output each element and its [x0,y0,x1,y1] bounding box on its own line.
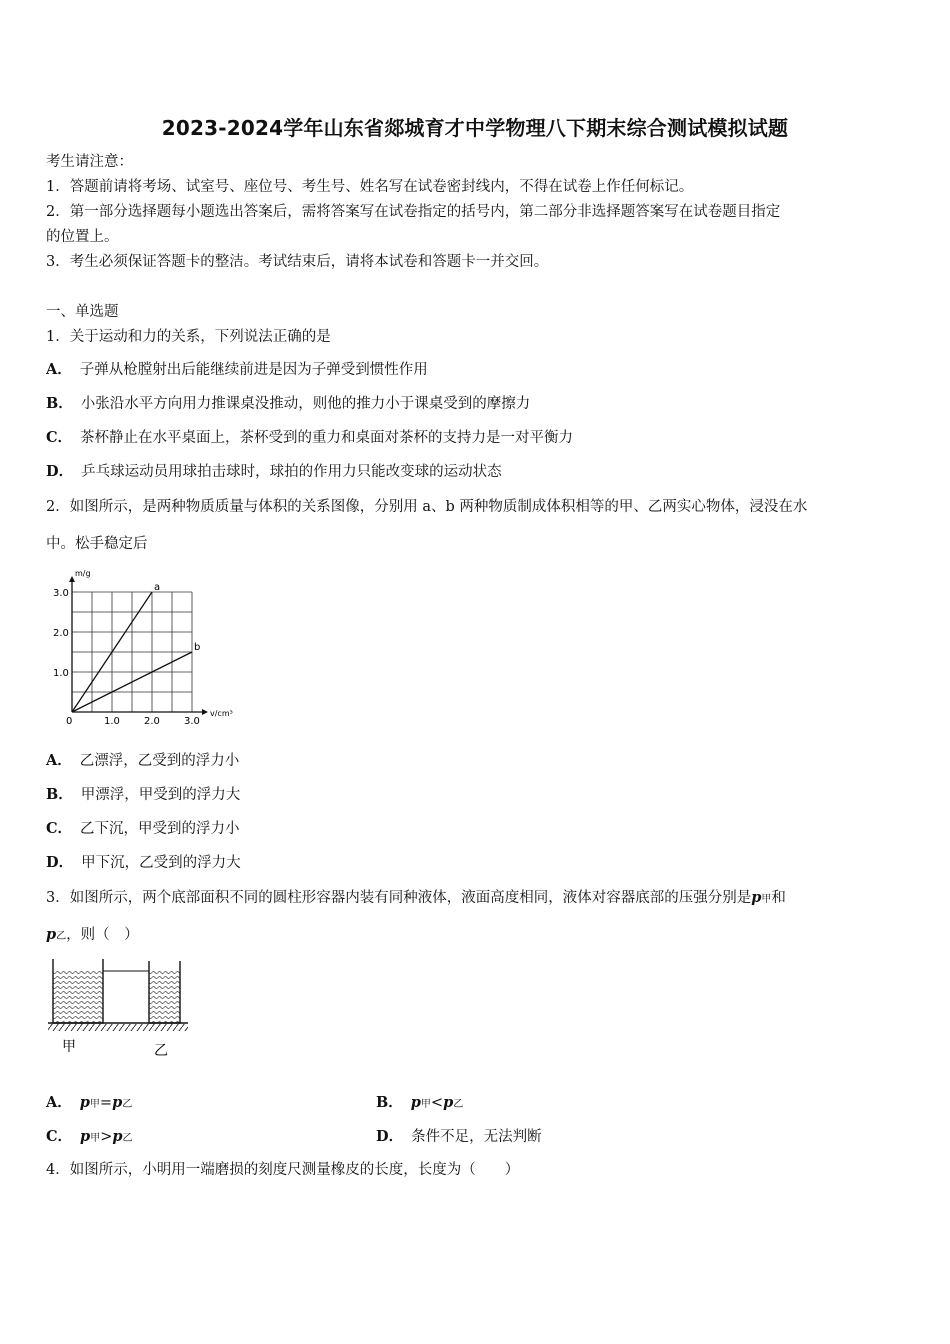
q1-option-c [46,428,573,448]
q2-stem-line1: 2．如图所示，是两种物质质量与体积的关系图像，分别用 a、b 两种物质制成体积相等的甲、乙两实心物体，浸没在水 [46,499,808,515]
q3-then: ，则（ ） [66,927,139,943]
q1-option-b-text: 小张沿水平方向用力推课桌没推动，则他的推力小于课桌受到的摩擦力 [80,396,531,412]
x-axis-arrow [202,709,208,715]
y-tick-label-2: 3.0 [53,588,69,599]
x-tick-label-0: 0 [66,716,73,727]
q3-a-sub1: 甲 [89,1099,100,1110]
notice-item-2-cont: 的位置上。 [46,229,119,245]
q3-stem-line1 [46,888,786,910]
x-axis-label: v/cm³ [210,709,233,718]
q1-option-d [46,462,502,482]
q3-option-b-label: B． [376,1094,403,1111]
q1-option-d-label: D． [46,463,74,480]
series-label-b: b [194,642,201,653]
page-title: 2023-2024学年山东省郯城育才中学物理八下期末综合测试模拟试题 [161,116,789,140]
q3-and: 和 [771,890,786,906]
q1-option-a-text: 子弹从枪膛射出后能继续前进是因为子弹受到惯性作用 [79,362,428,378]
q1-option-c-label: C． [46,429,73,446]
q2-option-a [46,751,239,771]
q3-c-p1: p [80,1128,91,1145]
q3-option-c [46,1127,132,1149]
q3-option-d-label: D． [376,1128,404,1145]
q2-option-b [46,785,240,805]
q3-b-sub2: 乙 [453,1099,464,1110]
q2-stem-line2: 中。松手稳定后 [46,536,148,552]
y-tick-label-0: 1.0 [53,668,69,679]
q3-option-d-text: 条件不足，无法判断 [411,1129,542,1145]
x-tick-label-1: 1.0 [104,716,120,727]
series-label-a: a [154,582,161,593]
x-tick-label-3: 3.0 [184,716,200,727]
q3-b-rel: < [430,1095,444,1111]
q2-option-b-label: B． [46,786,73,803]
q1-option-a [46,360,428,380]
y-tick-label-1: 2.0 [53,628,69,639]
q2-option-d [46,853,241,873]
q3-option-c-label: C． [46,1128,73,1145]
container-jia-liquid [53,971,103,1023]
q4-stem: 4．如图所示，小明用一端磨损的刻度尺测量橡皮的长度，长度为（ ） [46,1162,520,1178]
containers-figure [44,955,194,1065]
q3-c-sub2: 乙 [122,1133,133,1144]
q3-sub-jia: 甲 [761,894,772,905]
q2-option-d-label: D． [46,854,74,871]
q3-a-rel: = [99,1095,113,1111]
figure-label-yi: 乙 [154,1043,168,1059]
q1-option-b-label: B． [46,395,73,412]
q3-b-p1: p [410,1094,421,1111]
q3-b-sub1: 甲 [420,1099,431,1110]
q1-option-a-label: A． [46,361,72,378]
q3-c-p2: p [112,1128,123,1145]
notice-item-1: 1．答题前请将考场、试室号、座位号、考生号、姓名写在试卷密封线内，不得在试卷上作任何标记。 [46,179,694,195]
q1-option-d-text: 乒乓球运动员用球拍击球时，球拍的作用力只能改变球的运动状态 [81,464,502,480]
chart-axes [69,576,208,715]
q1-option-c-text: 茶杯静止在水平桌面上，茶杯受到的重力和桌面对茶杯的支持力是一对平衡力 [80,430,574,446]
figure-label-jia: 甲 [62,1039,76,1055]
chart-series [72,582,200,712]
notice-item-2: 2．第一部分选择题每小题选出答案后，需将答案写在试卷指定的括号内，第二部分非选择题答案写在试卷题目指定 [46,204,781,220]
q3-stem-line2 [46,925,139,947]
q3-sub-yi: 乙 [56,931,67,942]
q3-option-d [376,1127,542,1147]
q3-option-a-label: A． [46,1094,72,1111]
notice-item-3: 3．考生必须保证答题卡的整洁。考试结束后，请将本试卷和答题卡一并交回。 [46,254,549,270]
ground-hatch [48,1024,188,1031]
notice-heading: 考生请注意： [46,154,133,170]
q3-option-b [376,1093,463,1115]
q3-a-sub2: 乙 [122,1099,133,1110]
q3-option-a [46,1093,132,1115]
q3-c-rel: > [100,1129,113,1145]
x-tick-label-2: 2.0 [144,716,160,727]
q3-c-sub1: 甲 [90,1133,101,1144]
q2-option-c-label: C． [46,820,73,837]
q2-option-c-text: 乙下沉，甲受到的浮力小 [80,821,240,837]
chart-grid [72,592,192,712]
q2-option-c [46,819,240,839]
q2-option-a-text: 乙漂浮，乙受到的浮力小 [79,753,240,769]
chart-tick-labels [53,569,233,727]
q2-option-d-text: 甲下沉，乙受到的浮力大 [81,855,241,871]
q3-a-p2: p [112,1094,123,1111]
q3-p-jia: p [751,889,762,906]
section-heading: 一、单选题 [46,304,119,320]
q1-option-b [46,394,530,414]
mass-volume-chart [44,568,244,728]
q2-option-b-text: 甲漂浮，甲受到的浮力大 [80,787,241,803]
container-yi-liquid [149,971,180,1023]
q1-stem: 1．关于运动和力的关系，下列说法正确的是 [46,329,331,345]
q3-p-yi: p [46,926,57,943]
y-axis-label: m/g [75,569,91,578]
q3-a-p1: p [79,1094,90,1111]
q3-b-p2: p [443,1094,454,1111]
q3-stem-text: 3．如图所示，两个底部面积不同的圆柱形容器内装有同种液体，液面高度相同，液体对容器底部的压强分别是 [46,890,752,906]
q2-option-a-label: A． [46,752,72,769]
